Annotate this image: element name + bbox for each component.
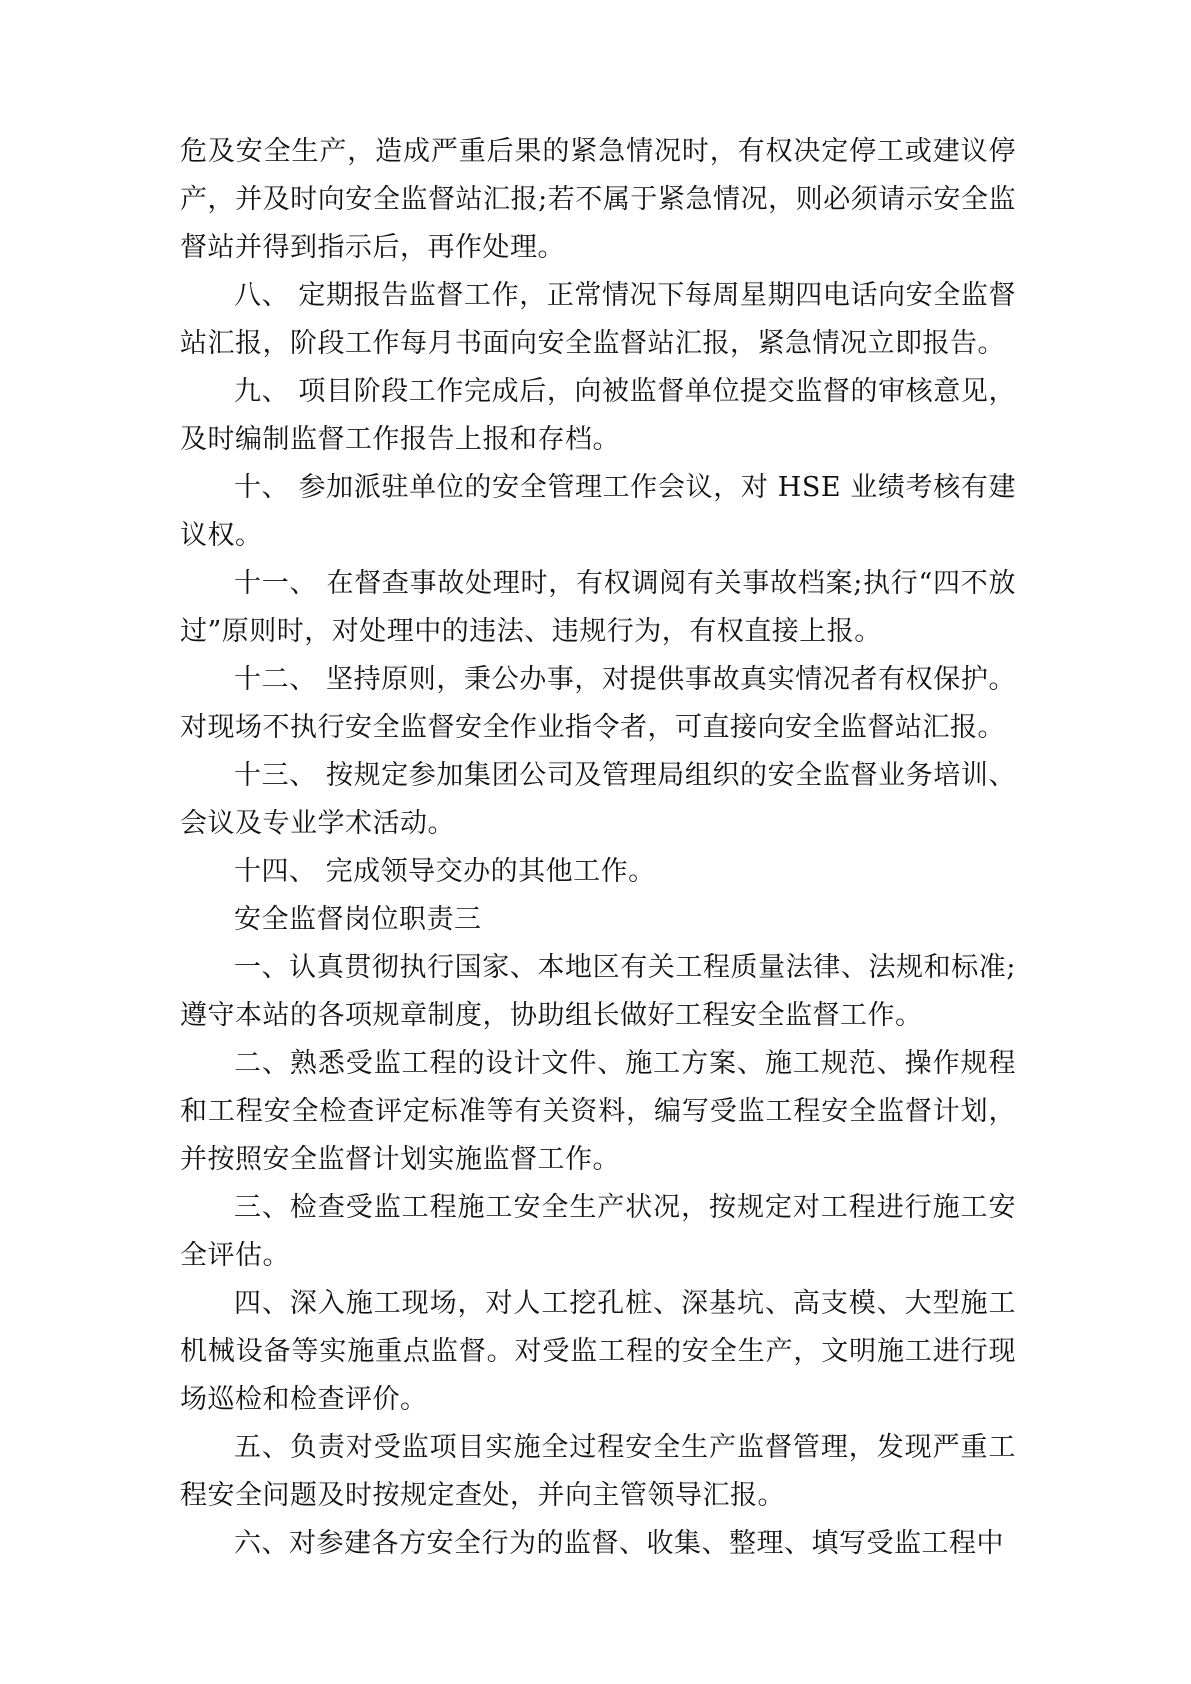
document-body xyxy=(180,128,1016,1568)
paragraph-duty-3: 三、检查受监工程施工安全生产状况，按规定对工程进行施工安全评估。 xyxy=(180,1192,1016,1271)
paragraph-item-14: 十四、 完成领导交办的其他工作。 xyxy=(234,856,656,887)
paragraph-item-8: 八、 定期报告监督工作，正常情况下每周星期四电话向安全监督站汇报，阶段工作每月书面向安全监督站汇报，紧急情况立即报告。 xyxy=(180,280,1016,359)
paragraph-duty-4: 四、深入施工现场，对人工挖孔桩、深基坑、高支模、大型施工机械设备等实施重点监督。对受监工程的安全生产，文明施工进行现场巡检和检查评价。 xyxy=(180,1288,1016,1415)
paragraph-item-11: 十一、 在督查事故处理时，有权调阅有关事故档案;执行“四不放过”原则时，对处理中的违法、违规行为，有权直接上报。 xyxy=(180,568,1016,647)
paragraph-item-12: 十二、 坚持原则，秉公办事，对提供事故真实情况者有权保护。对现场不执行安全监督安全作业指令者，可直接向安全监督站汇报。 xyxy=(180,664,1016,743)
paragraph-item-10: 十、 参加派驻单位的安全管理工作会议，对 HSE 业绩考核有建议权。 xyxy=(180,472,1016,551)
section-heading: 安全监督岗位职责三 xyxy=(234,904,482,935)
paragraph-duty-2: 二、熟悉受监工程的设计文件、施工方案、施工规范、操作规程和工程安全检查评定标准等有关资料，编写受监工程安全监督计划，并按照安全监督计划实施监督工作。 xyxy=(180,1048,1016,1175)
paragraph-duty-1: 一、认真贯彻执行国家、本地区有关工程质量法律、法规和标准;遵守本站的各项规章制度，协助组长做好工程安全监督工作。 xyxy=(180,952,1016,1031)
paragraph-duty-6: 六、对参建各方安全行为的监督、收集、整理、填写受监工程中 xyxy=(234,1528,1004,1559)
paragraph-duty-5: 五、负责对受监项目实施全过程安全生产监督管理，发现严重工程安全问题及时按规定查处，并向主管领导汇报。 xyxy=(180,1432,1016,1511)
paragraph-item-9: 九、 项目阶段工作完成后，向被监督单位提交监督的审核意见，及时编制监督工作报告上报和存档。 xyxy=(180,376,1016,455)
paragraph-item-13: 十三、 按规定参加集团公司及管理局组织的安全监督业务培训、会议及专业学术活动。 xyxy=(180,760,1016,839)
paragraph-continuation: 危及安全生产，造成严重后果的紧急情况时，有权决定停工或建议停产，并及时向安全监督站汇报;若不属于紧急情况，则必须请示安全监督站并得到指示后，再作处理。 xyxy=(180,136,1016,263)
